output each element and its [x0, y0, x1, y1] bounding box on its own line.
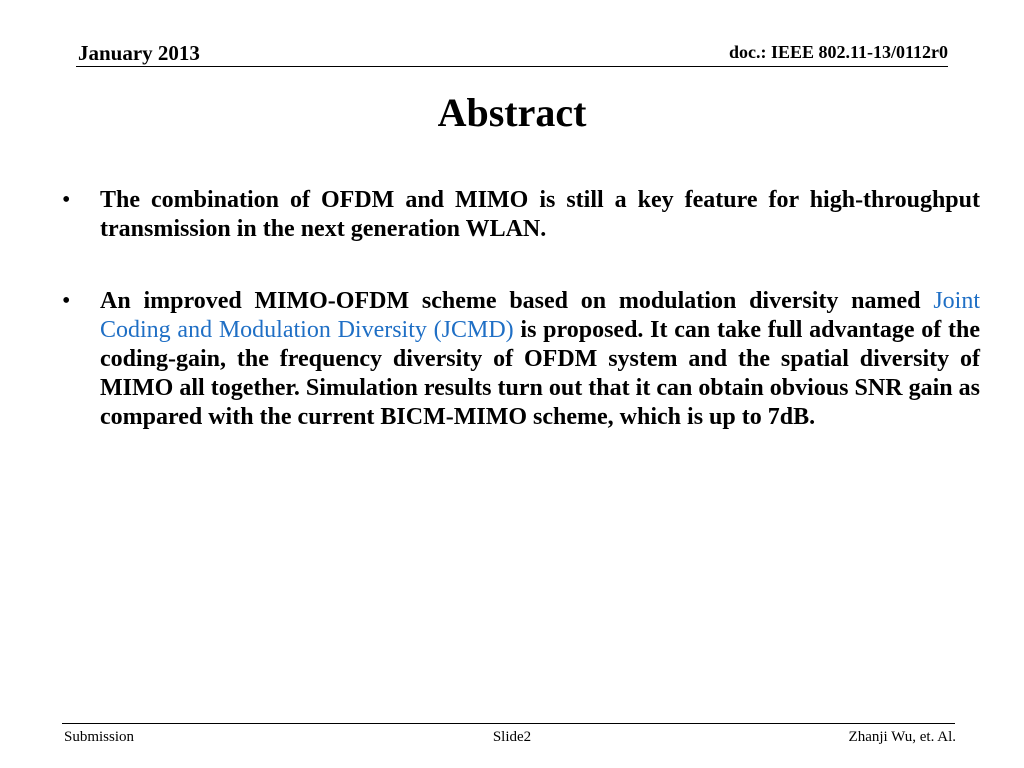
slide-body: [62, 186, 980, 432]
footer-slide-number: Slide2: [492, 729, 532, 745]
slide-title: Abstract: [437, 90, 587, 135]
bullet-text-post: is proposed. It can take full advantage of the coding-gain, the frequency diversity of OFDM system and the spatial diversity of MIMO all together. Simulation results turn out that it can obtain obvious SNR gain as compared with the current BICM-MIMO scheme, which is up to 7dB.: [100, 317, 980, 430]
footer-divider: [62, 723, 955, 724]
bullet-text: The combination of OFDM and MIMO is still a key feature for high-throughput transmission in the next generation WLAN.: [100, 187, 980, 242]
bullet-highlight-term: Joint Coding and Modulation Diversity (JCMD): [100, 288, 980, 343]
header-date: January 2013: [78, 41, 200, 65]
footer-author: Zhanji Wu, et. Al.: [848, 729, 956, 745]
bullet-text-pre: An improved MIMO-OFDM scheme based on modulation diversity named: [100, 288, 934, 314]
bullet-dot-icon: •: [62, 288, 71, 314]
bullet-item: [62, 287, 980, 432]
footer-submission: Submission: [64, 729, 135, 745]
header-divider: [76, 66, 948, 67]
header-doc-id: doc.: IEEE 802.11-13/0112r0: [728, 42, 948, 62]
bullet-item: [62, 186, 980, 244]
bullet-dot-icon: •: [62, 187, 71, 213]
